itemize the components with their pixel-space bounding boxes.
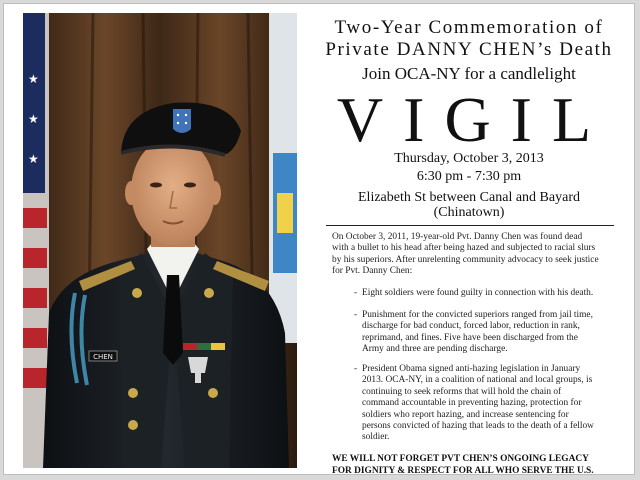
- us-flag-icon: [23, 13, 49, 468]
- intro-paragraph: On October 3, 2011, 19-year-old Pvt. Danny Chen was found dead with a bullet to his head after being hazed and subjected to racial slurs by his superiors. After unrelenting community advocacy to seek justice for Pvt. Danny Chen:: [332, 232, 599, 277]
- bullet-item: - Punishment for the convicted superiors ranged from jail time, discharge for bad conduct, forced labor, reduction in rank, reprimand, and fines. Five have been discharged from the Army and three are pending discharge.: [354, 310, 593, 355]
- title-line-2: Private DANNY CHEN’s Death: [325, 39, 613, 60]
- soldier-portrait: [23, 13, 297, 468]
- divider: [326, 225, 614, 226]
- svg-text:★: ★: [28, 72, 39, 86]
- event-time: 6:30 pm - 7:30 pm: [416, 169, 522, 184]
- bullet-item: - Eight soldiers were found guilty in connection with his death.: [354, 288, 594, 298]
- svg-text:★: ★: [28, 112, 39, 126]
- flyer-page: [3, 3, 635, 475]
- ribbon-bar-icon: [183, 343, 225, 350]
- legacy-statement: WE WILL NOT FORGET PVT CHEN’S ONGOING LEGACY FOR DIGNITY & RESPECT FOR ALL WHO SERVE THE U.S.: [332, 454, 594, 475]
- svg-text:★: ★: [28, 152, 39, 166]
- beret-flash-icon: [173, 109, 191, 133]
- event-location-sub: (Chinatown): [433, 205, 505, 220]
- vigil-heading: VIGIL: [336, 84, 612, 155]
- nametag: CHEN: [93, 353, 113, 361]
- event-date: Thursday, October 3, 2013: [394, 151, 544, 166]
- event-location: Elizabeth St between Canal and Bayard: [358, 190, 580, 205]
- army-flag-icon: [269, 13, 297, 343]
- bullet-item: - President Obama signed anti-hazing legislation in January 2013. OCA-NY, in a coalition of national and local groups, is continuing to seek reforms that will hold the chain of command accountable in preventing hazing, protection for soldiers who report hazing, and increase sentencing for persons convicted of hazing that leads to the death of a fellow soldier.: [354, 364, 594, 443]
- title-line-1: Two-Year Commemoration of: [334, 17, 604, 38]
- subtitle: Join OCA-NY for a candlelight: [362, 64, 576, 83]
